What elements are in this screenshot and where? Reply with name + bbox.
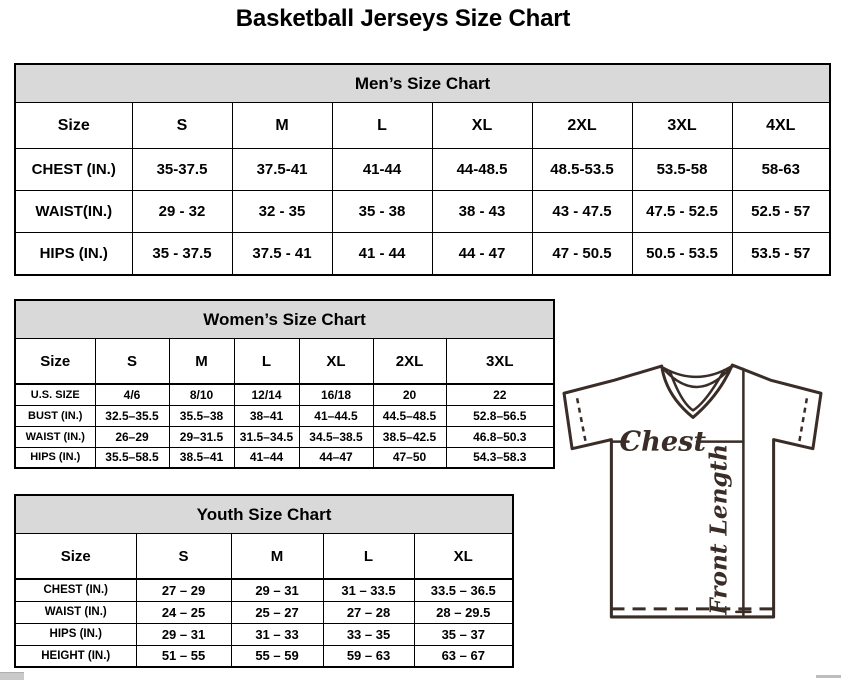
size-cell: 38.5–41 bbox=[169, 447, 234, 468]
size-cell: 47–50 bbox=[373, 447, 446, 468]
column-header: XL bbox=[432, 103, 532, 149]
size-cell: 59 – 63 bbox=[323, 645, 414, 667]
table-row bbox=[15, 191, 830, 233]
column-header: 2XL bbox=[532, 103, 632, 149]
size-cell: 41-44 bbox=[332, 149, 432, 191]
size-cell: 46.8–50.3 bbox=[446, 426, 554, 447]
column-header: 3XL bbox=[446, 339, 554, 385]
column-header: M bbox=[169, 339, 234, 385]
size-cell: 38 - 43 bbox=[432, 191, 532, 233]
row-label: HIPS (IN.) bbox=[15, 447, 95, 468]
size-cell: 35.5–58.5 bbox=[95, 447, 169, 468]
size-cell: 50.5 - 53.5 bbox=[632, 233, 732, 275]
row-label: CHEST (IN.) bbox=[15, 579, 136, 601]
womens-size-table bbox=[14, 299, 555, 469]
mens-size-table bbox=[14, 63, 831, 276]
front-length-measurement-line bbox=[736, 369, 750, 615]
size-cell: 41 - 44 bbox=[332, 233, 432, 275]
size-cell: 34.5–38.5 bbox=[299, 426, 373, 447]
jersey-measurement-diagram bbox=[561, 360, 825, 624]
size-cell: 12/14 bbox=[234, 384, 299, 405]
size-cell: 58-63 bbox=[732, 149, 830, 191]
size-cell: 8/10 bbox=[169, 384, 234, 405]
size-cell: 33 – 35 bbox=[323, 623, 414, 645]
size-cell: 44–47 bbox=[299, 447, 373, 468]
column-header: M bbox=[231, 534, 323, 580]
youth-size-table bbox=[14, 494, 514, 668]
jersey-outline-path bbox=[564, 365, 821, 617]
size-cell: 37.5 - 41 bbox=[232, 233, 332, 275]
size-cell: 35 - 37.5 bbox=[132, 233, 232, 275]
size-cell: 44 - 47 bbox=[432, 233, 532, 275]
size-cell: 31.5–34.5 bbox=[234, 426, 299, 447]
row-label: WAIST(IN.) bbox=[15, 191, 132, 233]
size-cell: 32 - 35 bbox=[232, 191, 332, 233]
size-cell: 52.5 - 57 bbox=[732, 191, 830, 233]
size-cell: 55 – 59 bbox=[231, 645, 323, 667]
size-cell: 27 – 29 bbox=[136, 579, 231, 601]
size-cell: 38–41 bbox=[234, 405, 299, 426]
column-header: S bbox=[95, 339, 169, 385]
column-header: L bbox=[323, 534, 414, 580]
size-cell: 35.5–38 bbox=[169, 405, 234, 426]
row-label: BUST (IN.) bbox=[15, 405, 95, 426]
size-cell: 29–31.5 bbox=[169, 426, 234, 447]
size-cell: 43 - 47.5 bbox=[532, 191, 632, 233]
size-cell: 53.5-58 bbox=[632, 149, 732, 191]
table-row bbox=[15, 149, 830, 191]
table-section-title: Women’s Size Chart bbox=[15, 300, 554, 339]
size-cell: 52.8–56.5 bbox=[446, 405, 554, 426]
table-section-title: Men’s Size Chart bbox=[15, 64, 830, 103]
size-cell: 29 – 31 bbox=[136, 623, 231, 645]
size-cell: 35 – 37 bbox=[414, 623, 513, 645]
table-row bbox=[15, 623, 513, 645]
column-header: 4XL bbox=[732, 103, 830, 149]
size-cell: 37.5-41 bbox=[232, 149, 332, 191]
table-row bbox=[15, 426, 554, 447]
size-cell: 24 – 25 bbox=[136, 601, 231, 623]
size-cell: 53.5 - 57 bbox=[732, 233, 830, 275]
size-cell: 54.3–58.3 bbox=[446, 447, 554, 468]
column-header: Size bbox=[15, 534, 136, 580]
column-header: M bbox=[232, 103, 332, 149]
column-header: L bbox=[332, 103, 432, 149]
size-cell: 32.5–35.5 bbox=[95, 405, 169, 426]
size-cell: 29 – 31 bbox=[231, 579, 323, 601]
table-row bbox=[15, 233, 830, 275]
size-cell: 31 – 33.5 bbox=[323, 579, 414, 601]
size-cell: 33.5 – 36.5 bbox=[414, 579, 513, 601]
size-cell: 47 - 50.5 bbox=[532, 233, 632, 275]
column-header: 3XL bbox=[632, 103, 732, 149]
column-header: 2XL bbox=[373, 339, 446, 385]
table-row bbox=[15, 405, 554, 426]
column-header: L bbox=[234, 339, 299, 385]
column-header: XL bbox=[414, 534, 513, 580]
size-cell: 41–44.5 bbox=[299, 405, 373, 426]
size-cell: 35-37.5 bbox=[132, 149, 232, 191]
column-header: XL bbox=[299, 339, 373, 385]
row-label: WAIST (IN.) bbox=[15, 426, 95, 447]
table-section-title: Youth Size Chart bbox=[15, 495, 513, 534]
row-label: CHEST (IN.) bbox=[15, 149, 132, 191]
size-cell: 41–44 bbox=[234, 447, 299, 468]
table-row bbox=[15, 645, 513, 667]
column-header: S bbox=[132, 103, 232, 149]
size-cell: 47.5 - 52.5 bbox=[632, 191, 732, 233]
size-cell: 31 – 33 bbox=[231, 623, 323, 645]
size-cell: 38.5–42.5 bbox=[373, 426, 446, 447]
table-row bbox=[15, 384, 554, 405]
size-cell: 29 - 32 bbox=[132, 191, 232, 233]
size-cell: 51 – 55 bbox=[136, 645, 231, 667]
page-title: Basketball Jerseys Size Chart bbox=[235, 5, 571, 32]
size-cell: 28 – 29.5 bbox=[414, 601, 513, 623]
size-cell: 16/18 bbox=[299, 384, 373, 405]
size-cell: 22 bbox=[446, 384, 554, 405]
size-cell: 44-48.5 bbox=[432, 149, 532, 191]
chest-measurement-label: Chest bbox=[619, 425, 707, 458]
size-cell: 25 – 27 bbox=[231, 601, 323, 623]
size-cell: 35 - 38 bbox=[332, 191, 432, 233]
size-cell: 48.5-53.5 bbox=[532, 149, 632, 191]
table-row bbox=[15, 601, 513, 623]
column-header: S bbox=[136, 534, 231, 580]
size-cell: 20 bbox=[373, 384, 446, 405]
size-cell: 26–29 bbox=[95, 426, 169, 447]
front-length-measurement-label: Front Length bbox=[705, 443, 733, 615]
table-row bbox=[15, 579, 513, 601]
row-label: U.S. SIZE bbox=[15, 384, 95, 405]
table-row bbox=[15, 447, 554, 468]
size-cell: 27 – 28 bbox=[323, 601, 414, 623]
horizontal-scrollbar-fragment-right[interactable] bbox=[816, 675, 841, 678]
row-label: HIPS (IN.) bbox=[15, 623, 136, 645]
column-header: Size bbox=[15, 339, 95, 385]
row-label: WAIST (IN.) bbox=[15, 601, 136, 623]
row-label: HIPS (IN.) bbox=[15, 233, 132, 275]
size-cell: 4/6 bbox=[95, 384, 169, 405]
row-label: HEIGHT (IN.) bbox=[15, 645, 136, 667]
size-cell: 63 – 67 bbox=[414, 645, 513, 667]
size-cell: 44.5–48.5 bbox=[373, 405, 446, 426]
column-header: Size bbox=[15, 103, 132, 149]
